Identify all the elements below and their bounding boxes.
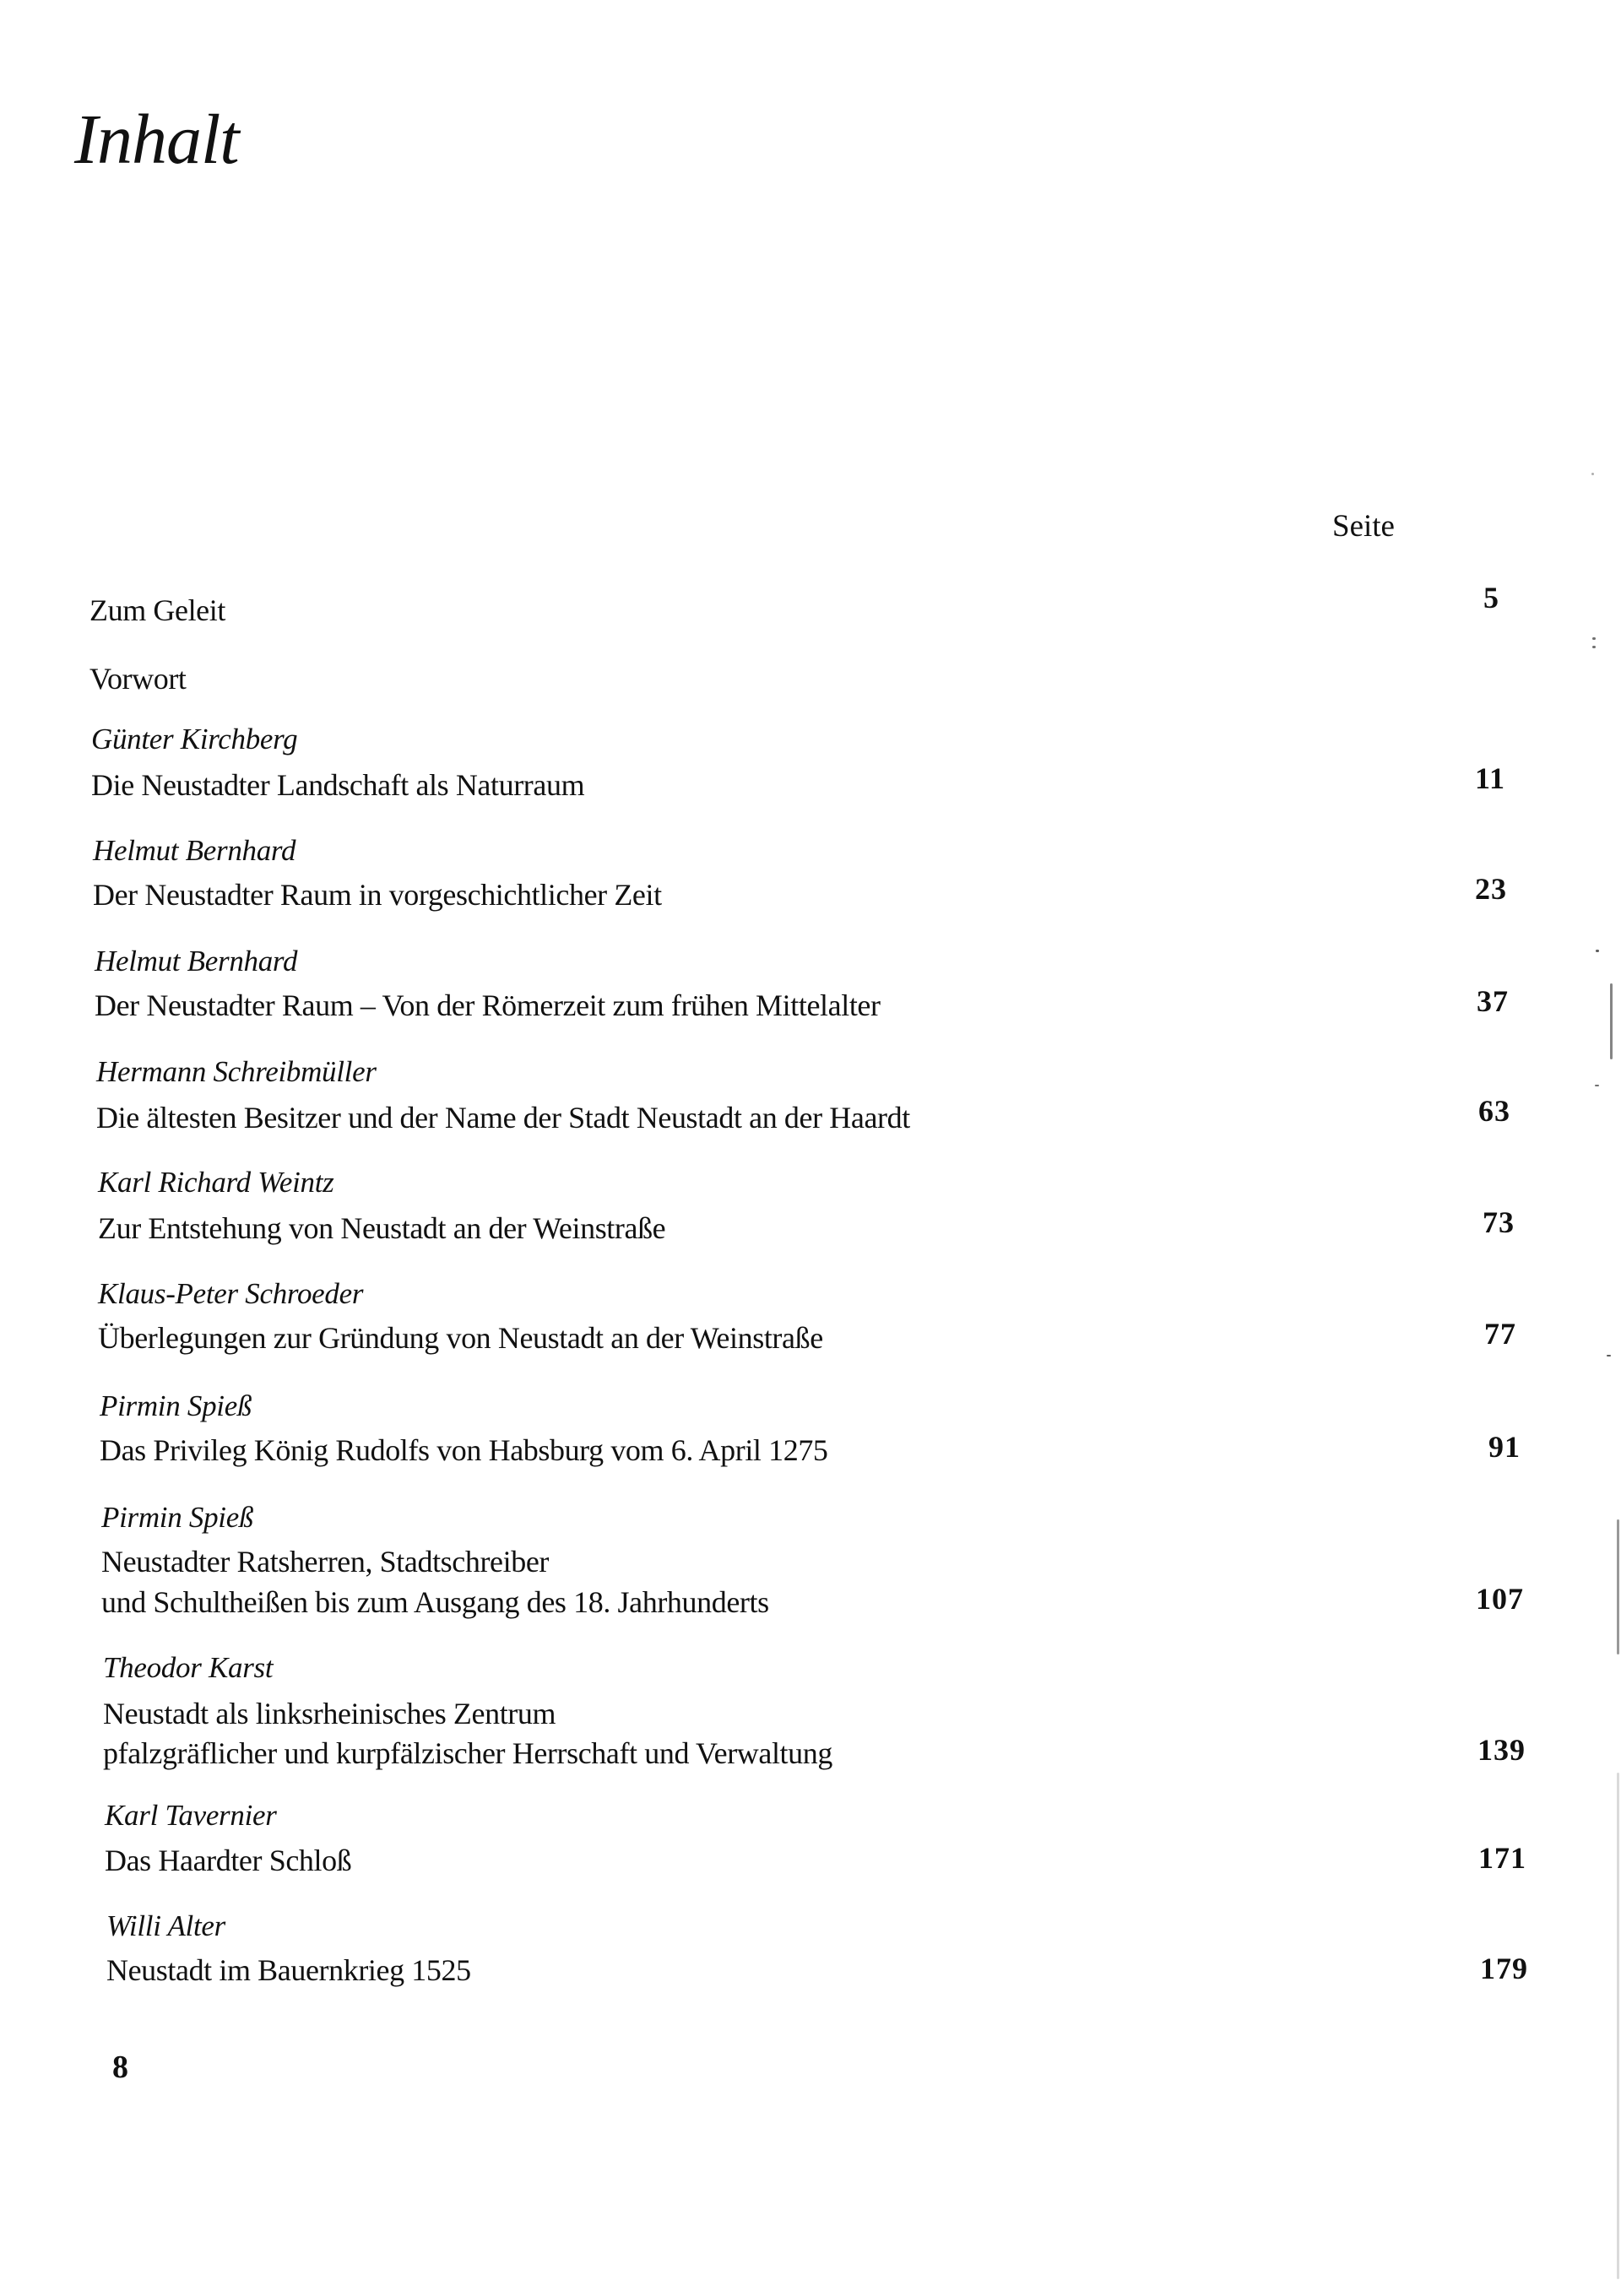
toc-entry-title: Das Haardter Schloß bbox=[105, 1844, 352, 1877]
page-title: Inhalt bbox=[74, 100, 239, 180]
toc-entry-author: Hermann Schreibmüller bbox=[96, 1055, 377, 1088]
toc-entry-title: Zum Geleit bbox=[89, 593, 225, 627]
toc-entry-page: 139 bbox=[1477, 1733, 1526, 1767]
scan-streak bbox=[1617, 1519, 1619, 1654]
scan-speck bbox=[1595, 1085, 1599, 1086]
toc-entry-author: Günter Kirchberg bbox=[91, 723, 298, 755]
toc-entry-page: 73 bbox=[1483, 1205, 1515, 1239]
toc-entry-title: Der Neustadter Raum – Von der Römerzeit zum frühen Mittelalter bbox=[95, 988, 881, 1022]
scan-speck bbox=[1592, 637, 1596, 640]
toc-entry-author: Karl Tavernier bbox=[105, 1799, 277, 1832]
toc-entry-title: Die Neustadter Landschaft als Naturraum bbox=[91, 768, 585, 802]
toc-entry-author: Pirmin Spieß bbox=[100, 1389, 252, 1422]
toc-entry-author: Klaus-Peter Schroeder bbox=[98, 1277, 364, 1310]
page-column-header: Seite bbox=[1332, 509, 1395, 544]
toc-entry-title-line2: pfalzgräflicher und kurpfälzischer Herrschaft und Verwaltung bbox=[103, 1736, 832, 1770]
toc-entry-title-line2: und Schultheißen bis zum Ausgang des 18. Jahrhunderts bbox=[101, 1585, 769, 1619]
toc-entry-title: Neustadter Ratsherren, Stadtschreiber bbox=[101, 1545, 549, 1578]
scan-speck bbox=[1591, 473, 1594, 475]
page-number: 8 bbox=[112, 2050, 128, 2085]
toc-entry-page: 171 bbox=[1478, 1841, 1526, 1875]
toc-entry-author: Theodor Karst bbox=[103, 1651, 274, 1684]
scan-streak bbox=[1610, 983, 1613, 1059]
toc-entry-page: 5 bbox=[1483, 581, 1499, 615]
toc-entry-page: 63 bbox=[1478, 1094, 1510, 1128]
scan-speck bbox=[1607, 1355, 1611, 1356]
toc-entry-title: Überlegungen zur Gründung von Neustadt an der Weinstraße bbox=[98, 1321, 823, 1355]
toc-entry-author: Karl Richard Weintz bbox=[98, 1166, 334, 1199]
toc-entry-page: 107 bbox=[1476, 1582, 1524, 1616]
toc-entry-title: Das Privileg König Rudolfs von Habsburg vom 6. April 1275 bbox=[100, 1433, 828, 1467]
toc-entry-title: Der Neustadter Raum in vorgeschichtlicher Zeit bbox=[93, 878, 662, 912]
toc-entry-title: Neustadt als linksrheinisches Zentrum bbox=[103, 1697, 556, 1730]
toc-entry-page: 91 bbox=[1488, 1430, 1521, 1464]
toc-entry-page: 37 bbox=[1477, 984, 1509, 1018]
toc-entry-page: 179 bbox=[1480, 1952, 1528, 1985]
scan-streak bbox=[1617, 1773, 1619, 2279]
toc-entry-page: 23 bbox=[1475, 872, 1507, 906]
toc-entry-author: Helmut Bernhard bbox=[95, 945, 298, 977]
toc-entry-page: 11 bbox=[1474, 761, 1505, 795]
toc-entry-author: Pirmin Spieß bbox=[101, 1501, 254, 1534]
scan-edge-artifact bbox=[1587, 0, 1621, 2296]
toc-entry-title: Vorwort bbox=[89, 662, 187, 696]
scan-speck bbox=[1592, 646, 1596, 648]
toc-entry-title: Neustadt im Bauernkrieg 1525 bbox=[106, 1953, 471, 1987]
toc-entry-title: Die ältesten Besitzer und der Name der Stadt Neustadt an der Haardt bbox=[96, 1101, 910, 1134]
toc-entry-author: Helmut Bernhard bbox=[93, 834, 296, 867]
toc-entry-page: 77 bbox=[1484, 1317, 1516, 1351]
toc-entry-title: Zur Entstehung von Neustadt an der Weinstraße bbox=[98, 1211, 666, 1245]
scan-speck bbox=[1596, 950, 1599, 952]
toc-entry-author: Willi Alter bbox=[106, 1909, 225, 1942]
